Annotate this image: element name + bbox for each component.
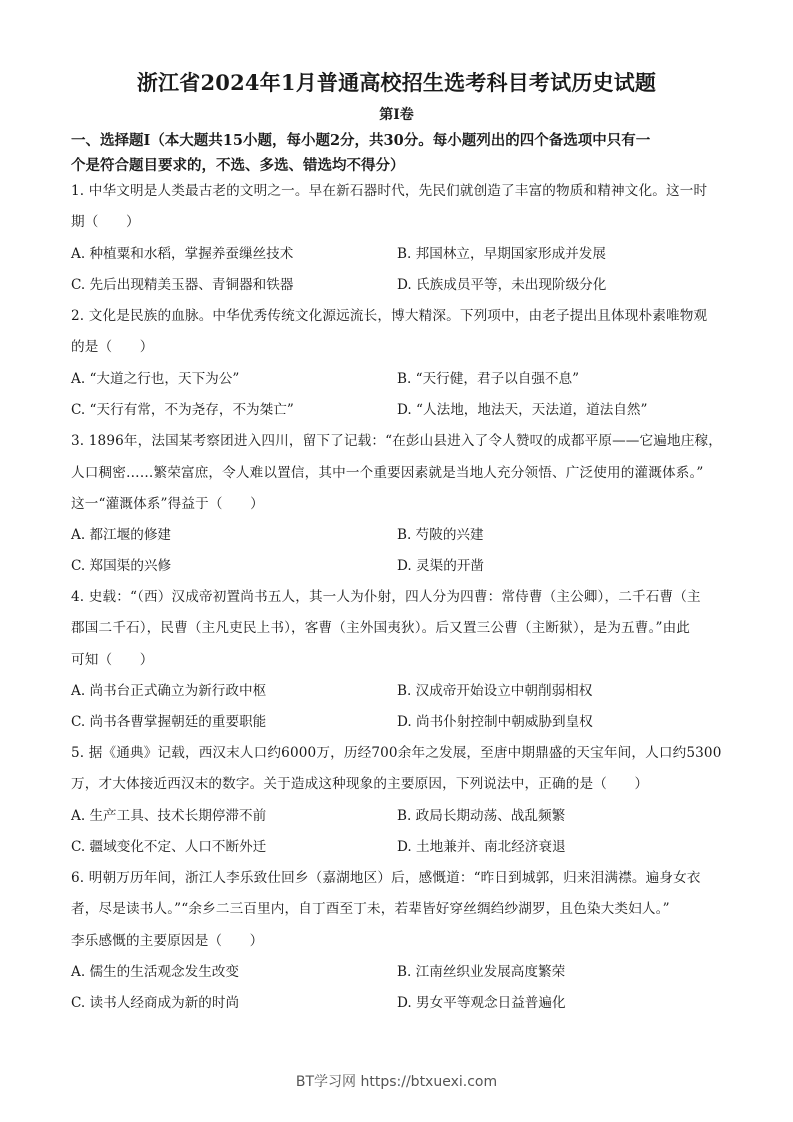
option-d: D. 男女平等观念日益普遍化 (397, 995, 566, 1011)
option-a: A. 都江堰的修建 (71, 527, 172, 543)
question-text-line: 1. 中华文明是人类最古老的文明之一。早在新石器时代，先民们就创造了丰富的物质和精神文化。这一时 (71, 183, 708, 199)
section-header-line-1: 一、选择题Ⅰ（本大题共15小题，每小题2分，共30分。每小题列出的四个备选项中只有一 (71, 132, 651, 149)
option-a: A. 种植粟和水稻，掌握养蚕缫丝技术 (71, 246, 294, 262)
question-text-line: 3. 1896年，法国某考察团进入四川，留下了记载：“在彭山县进入了令人赞叹的成都平原——它遍地庄稼， (71, 433, 723, 449)
option-c: C. 疆域变化不定、人口不断外迁 (71, 839, 267, 855)
option-a: A. 尚书台正式确立为新行政中枢 (71, 683, 267, 699)
question-text-line: 可知（ ） (71, 652, 154, 668)
option-d: D. 灵渠的开凿 (397, 558, 485, 574)
question-text-line: 期（ ） (71, 214, 140, 230)
option-b: B. 江南丝织业发展高度繁荣 (397, 964, 566, 980)
question-text-line: 郡国二千石），民曹（主凡吏民上书），客曹（主外国夷狄）。后又置三公曹（主断狱），是为五曹。”由此 (71, 620, 691, 636)
question-text-line: 的是（ ） (71, 339, 154, 355)
option-d: D. 土地兼并、南北经济衰退 (397, 839, 566, 855)
footer-watermark: BT学习网 https://btxuexi.com (295, 1074, 498, 1090)
option-a: A. 儒生的生活观念发生改变 (71, 964, 239, 980)
option-b: B. 汉成帝开始设立中朝削弱相权 (397, 683, 593, 699)
option-a: A. 生产工具、技术长期停滞不前 (71, 808, 267, 824)
option-a: A. “大道之行也，天下为公” (71, 371, 240, 387)
question-text-line: 人口稠密……繁荣富庶，令人难以置信，其中一个重要因素就是当地人充分领悟、广泛使用的灌溉体系。” (71, 465, 704, 481)
option-c: C. 尚书各曹掌握朝廷的重要职能 (71, 714, 267, 730)
option-d: D. 氏族成员平等，未出现阶级分化 (397, 277, 607, 293)
question-text-line: 4. 史载：“（西）汉成帝初置尚书五人，其一人为仆射，四人分为四曹：常侍曹（主公卿），二千石曹（主 (71, 589, 701, 605)
option-b: B. 政局长期动荡、战乱频繁 (397, 808, 566, 824)
question-text-line: 6. 明朝万历年间，浙江人李乐致仕回乡（嘉湖地区）后，感慨道：“昨日到城郭，归来泪满襟。遍身女衣 (71, 870, 701, 886)
section-header-line-2: 个是符合题目要求的，不选、多选、错选均不得分） (71, 157, 405, 174)
question-text-line: 这一“灌溉体系”得益于（ ） (71, 496, 264, 512)
question-text-line: 2. 文化是民族的血脉。中华优秀传统文化源远流长，博大精深。下列项中，由老子提出且体现朴素唯物观 (71, 308, 708, 324)
option-d: D. 尚书仆射控制中朝威胁到皇权 (397, 714, 593, 730)
option-b: B. 芍陂的兴建 (397, 527, 484, 543)
question-text-line: 万，才大体接近西汉末的数字。关于造成这种现象的主要原因，下列说法中，正确的是（ ） (71, 776, 649, 792)
question-text-line: 5. 据《通典》记载，西汉末人口约6000万，历经700余年之发展，至唐中期鼎盛的天宝年间，人口约5300 (71, 745, 722, 761)
option-b: B. “天行健，君子以自强不息” (397, 371, 580, 387)
option-c: C. “天行有常，不为尧存，不为桀亡” (71, 402, 294, 418)
exam-title: 浙江省2024年1月普通高校招生选考科目考试历史试题 (136, 70, 657, 95)
question-text-line: 者，尽是读书人。”“余乡二三百里内，自丁酉至丁未，若辈皆好穿丝绸绉纱湖罗，且色染大类妇人。” (71, 901, 670, 917)
option-b: B. 邦国林立，早期国家形成并发展 (397, 246, 606, 262)
option-c: C. 郑国渠的兴修 (71, 558, 172, 574)
option-c: C. 读书人经商成为新的时尚 (71, 995, 240, 1011)
option-d: D. “人法地，地法天，天法道，道法自然” (397, 402, 648, 418)
question-text-line: 李乐感慨的主要原因是（ ） (71, 933, 264, 949)
volume-label: 第Ⅰ卷 (379, 107, 414, 123)
option-c: C. 先后出现精美玉器、青铜器和铁器 (71, 277, 294, 293)
